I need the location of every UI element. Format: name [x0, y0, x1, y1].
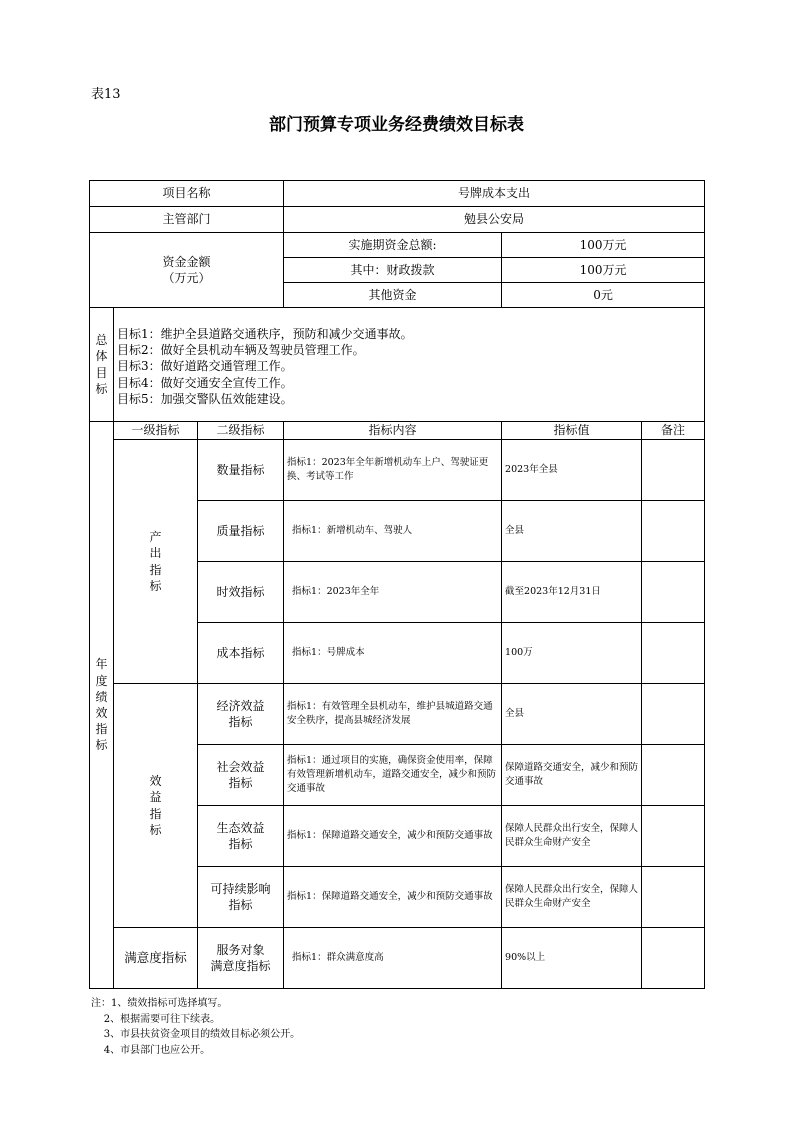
indicator-content: 指标1：有效管理全县机动车，维护县城道路交通安全秩序，提高县城经济发展 [284, 684, 502, 745]
benefit-label-char: 指 [149, 806, 162, 821]
annual-label-char: 标 [95, 738, 108, 753]
level2-line1: 生态效益 [216, 820, 265, 835]
level2-label [198, 806, 284, 867]
benefit-label-char: 标 [149, 822, 162, 837]
department-value: 勉县公安局 [284, 207, 705, 233]
indicator-value: 保障人民群众出行安全，保障人民群众生命财产安全 [502, 806, 642, 867]
funds-label-line2: （万元） [162, 271, 211, 285]
indicator-content: 指标1：新增机动车、驾驶人 [284, 501, 502, 562]
indicator-content: 指标1：2023年全年 [284, 562, 502, 623]
overall-goal-label [90, 308, 114, 422]
level2-label: 数量指标 [198, 440, 284, 501]
project-row [90, 181, 705, 207]
level2-line1: 社会效益 [216, 759, 265, 774]
funds-label [90, 233, 284, 308]
header-level1: 一级指标 [114, 422, 198, 440]
footnote-line: 注：1、绩效指标可选择填写。 [91, 998, 228, 1009]
indicator-content: 指标1：保障道路交通安全，减少和预防交通事故 [284, 806, 502, 867]
indicator-value: 90%以上 [502, 928, 642, 989]
annual-header-row [90, 422, 705, 440]
indicator-remark [642, 684, 705, 745]
indicator-value: 2023年全县 [502, 440, 642, 501]
indicator-content: 指标1：2023年全年新增机动车上户、驾驶证更换、考试等工作 [284, 440, 502, 501]
level2-label [198, 684, 284, 745]
level2-line1: 经济效益 [216, 698, 265, 713]
indicator-remark [642, 806, 705, 867]
header-level2: 二级指标 [198, 422, 284, 440]
level2-label [198, 867, 284, 928]
funds-other-value: 0元 [502, 283, 705, 308]
benefit-label [114, 684, 198, 928]
level2-line2: 满意度指标 [210, 959, 271, 973]
page-title: 部门预算专项业务经费绩效目标表 [269, 115, 524, 135]
header-value: 指标值 [502, 422, 642, 440]
header-remark: 备注 [642, 422, 705, 440]
indicator-remark [642, 745, 705, 806]
indicator-remark [642, 623, 705, 684]
overall-goal-text [114, 308, 705, 422]
footnote-line: 4、市县部门也应公开。 [91, 1044, 211, 1056]
indicator-content: 指标1：群众满意度高 [284, 928, 502, 989]
indicator-value: 保障人民群众出行安全，保障人民群众生命财产安全 [502, 867, 642, 928]
overall-goal-char: 体 [95, 349, 108, 364]
goal-item: 目标1：维护全县道路交通秩序，预防和减少交通事故。 [117, 327, 413, 341]
satisfaction-level1: 满意度指标 [114, 928, 198, 989]
goal-item: 目标2：做好全县机动车辆及驾驶员管理工作。 [117, 343, 365, 358]
level2-line1: 服务对象 [216, 942, 265, 957]
funds-label-line1: 资金金额 [162, 254, 211, 269]
benefit-label-char: 效 [149, 774, 162, 789]
level2-label: 时效指标 [198, 562, 284, 623]
table-label: 表13 [91, 87, 121, 102]
output-label-char: 指 [149, 562, 162, 577]
satisfaction-row [90, 928, 705, 989]
level2-line2: 指标 [228, 776, 253, 790]
funds-fiscal-value: 100万元 [502, 258, 705, 283]
level2-label [198, 745, 284, 806]
overall-goal-row [90, 308, 705, 422]
indicator-value: 全县 [502, 684, 642, 745]
funds-fiscal-label: 其中：财政拨款 [284, 258, 502, 283]
performance-table [89, 180, 705, 989]
benefit-row-economic [90, 684, 705, 745]
goal-item: 目标5：加强交警队伍效能建设。 [117, 391, 293, 406]
output-label-char: 出 [149, 546, 162, 561]
indicator-value: 全县 [502, 501, 642, 562]
indicator-value: 保障道路交通安全，减少和预防交通事故 [502, 745, 642, 806]
level2-label: 成本指标 [198, 623, 284, 684]
level2-label [198, 928, 284, 989]
indicator-content: 指标1：保障道路交通安全，减少和预防交通事故 [284, 867, 502, 928]
footnotes [91, 996, 300, 1058]
output-row-quantity [90, 440, 705, 501]
level2-line1: 可持续影响 [210, 881, 271, 896]
level2-line2: 指标 [228, 898, 253, 912]
annual-label-char: 年 [95, 657, 108, 672]
project-label: 项目名称 [90, 181, 284, 207]
output-label-char: 标 [149, 578, 162, 593]
indicator-content: 指标1：号牌成本 [284, 623, 502, 684]
level2-line2: 指标 [228, 837, 253, 851]
output-label [114, 440, 198, 684]
indicator-remark [642, 867, 705, 928]
indicator-content: 指标1：通过项目的实施，确保资金使用率，保障有效管理新增机动车，道路交通安全，减少和预防交通事故 [284, 745, 502, 806]
annual-label-char: 指 [95, 722, 108, 737]
indicator-value: 截至2023年12月31日 [502, 562, 642, 623]
benefit-label-char: 益 [149, 790, 162, 805]
funds-other-label: 其他资金 [284, 283, 502, 308]
indicator-remark [642, 501, 705, 562]
indicator-remark [642, 928, 705, 989]
department-label: 主管部门 [90, 207, 284, 233]
annual-label-char: 绩 [95, 689, 108, 704]
header-content: 指标内容 [284, 422, 502, 440]
overall-goal-char: 目 [95, 365, 108, 380]
output-label-char: 产 [149, 530, 162, 545]
funds-total-label: 实施期资金总额: [284, 233, 502, 258]
project-value: 号牌成本支出 [284, 181, 705, 207]
indicator-remark [642, 562, 705, 623]
department-row [90, 207, 705, 233]
annual-label-char: 效 [95, 706, 108, 720]
overall-goal-char: 标 [95, 381, 108, 396]
annual-label [90, 422, 114, 989]
goal-item: 目标3：做好道路交通管理工作。 [117, 359, 293, 374]
level2-label: 质量指标 [198, 501, 284, 562]
level2-line2: 指标 [228, 715, 253, 729]
indicator-value: 100万 [502, 623, 642, 684]
funds-total-value: 100万元 [502, 233, 705, 258]
annual-label-char: 度 [95, 673, 108, 688]
funds-total-row [90, 233, 705, 258]
footnote-line: 2、根据需要可往下续表。 [91, 1013, 221, 1025]
goal-item: 目标4：做好交通安全宣传工作。 [117, 375, 293, 390]
indicator-remark [642, 440, 705, 501]
overall-goal-char: 总 [95, 333, 108, 348]
footnote-line: 3、市县扶贫资金项目的绩效目标必须公开。 [91, 1029, 301, 1040]
